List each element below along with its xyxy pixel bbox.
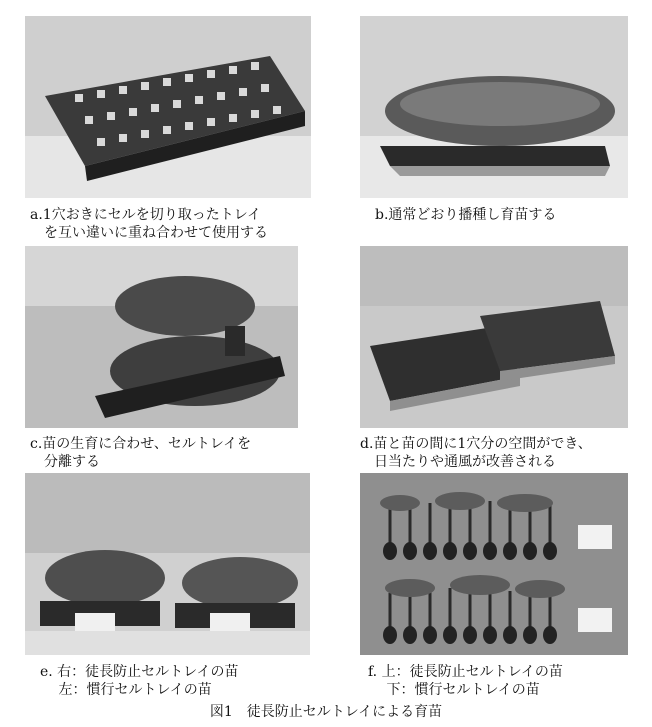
photo-c-separating-trays [25, 246, 298, 428]
photo-e-tray-comparison [25, 473, 310, 655]
photo-f-seedling-comparison [360, 473, 628, 655]
figure-caption: 図1 徒長防止セルトレイによる育苗 [209, 704, 443, 720]
caption-c-line-2: 分離する [30, 454, 100, 470]
caption-e-line-2: 左：慣行セルトレイの苗 [40, 682, 212, 698]
caption-d-line-2: 日当たりや通風が改善される [360, 454, 556, 470]
caption-c [30, 435, 251, 471]
caption-a-line-2: を互い違いに重ね合わせて使用する [30, 225, 268, 241]
caption-b [375, 206, 556, 224]
caption-d-line-1: d.苗と苗の間に1穴分の空間ができ、 [360, 436, 592, 452]
caption-e-line-1: e. 右：徒長防止セルトレイの苗 [40, 664, 239, 680]
caption-a [30, 206, 268, 242]
caption-c-line-1: c.苗の生育に合わせ、セルトレイを [30, 436, 252, 452]
caption-f [368, 663, 563, 699]
caption-a-line-1: a.1穴おきにセルを切り取ったトレイ [30, 207, 262, 223]
caption-e [40, 663, 239, 699]
caption-f-line-2: 下：慣行セルトレイの苗 [368, 682, 540, 698]
caption-d [360, 435, 592, 471]
caption-b-line-1: b.通常どおり播種し育苗する [375, 207, 557, 223]
photo-b-seeding-tray [360, 16, 628, 198]
caption-f-line-1: f. 上：徒長防止セルトレイの苗 [368, 664, 563, 680]
photo-a-cut-cell-tray [25, 16, 311, 198]
photo-d-spaced-seedlings [360, 246, 628, 428]
